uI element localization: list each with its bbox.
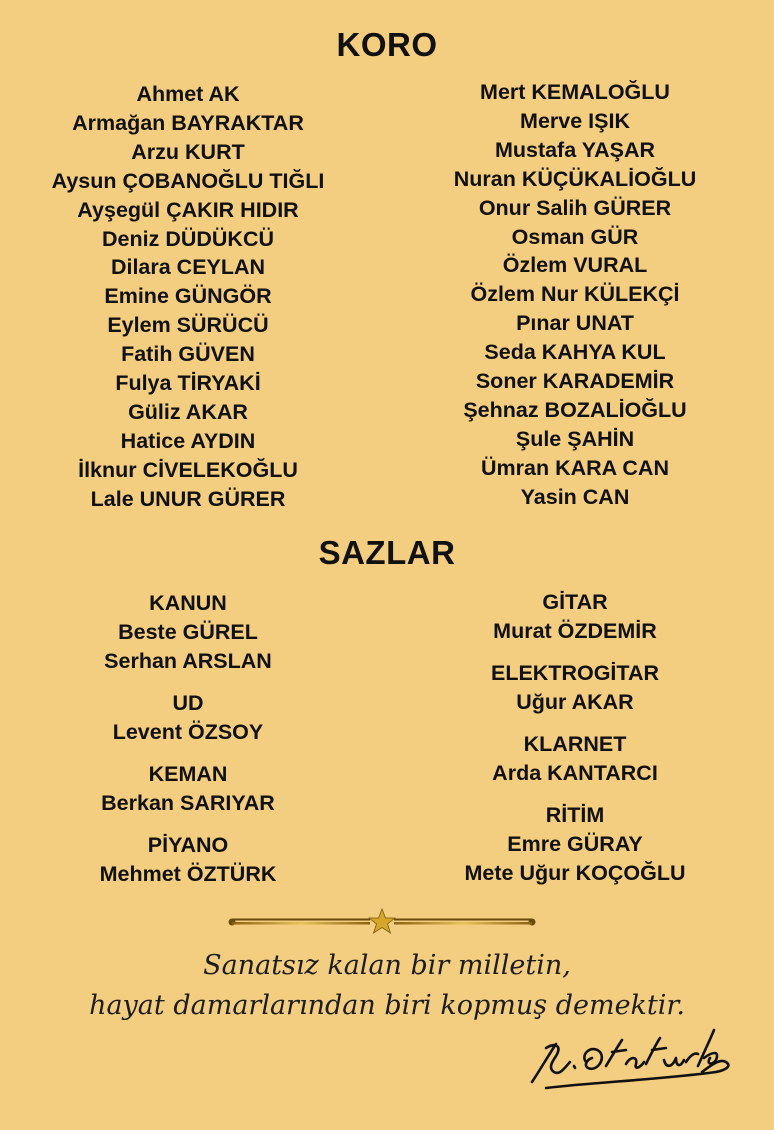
choir-member-name: Emine GÜNGÖR (104, 284, 272, 309)
instrument-group-kanun (18, 589, 358, 676)
instrument-group-ritim (404, 801, 746, 888)
musician-name: Arda KANTARCI (492, 761, 658, 785)
musician-name: Mehmet ÖZTÜRK (99, 862, 277, 886)
musician-name: Levent ÖZSOY (112, 720, 264, 744)
instrument-group-gitar (404, 588, 746, 646)
divider-line (232, 922, 370, 925)
choir-member-name: İlknur CİVELEKOĞLU (78, 457, 298, 482)
sazlar-right-column (404, 588, 746, 901)
ataturk-signature (526, 1022, 736, 1094)
ornamental-divider (224, 905, 540, 939)
choir-member-name: Mert KEMALOĞLU (480, 80, 670, 104)
choir-member-name: Özlem Nur KÜLEKÇİ (470, 282, 680, 307)
instrument-name: GİTAR (542, 590, 608, 614)
musician-name: Beste GÜREL (118, 620, 258, 644)
koro-title: KORO (336, 26, 438, 63)
instrument-group-klarnet (404, 730, 746, 788)
musician-name: Emre GÜRAY (507, 832, 643, 856)
instrument-name: PİYANO (147, 833, 229, 857)
choir-member-name: Fatih GÜVEN (121, 342, 255, 367)
choir-member-name: Ahmet AK (136, 82, 240, 106)
koro-left-column (18, 80, 358, 514)
instrument-name: KLARNET (523, 732, 627, 756)
instrument-group-keman (18, 760, 358, 818)
divider-line (232, 919, 370, 921)
musician-name: Mete Uğur KOÇOĞLU (464, 861, 686, 885)
choir-member-name: Şehnaz BOZALİOĞLU (463, 397, 687, 422)
choir-member-name: Pınar UNAT (516, 311, 634, 336)
choir-member-name: Fulya TİRYAKİ (115, 371, 261, 396)
choir-member-name: Lale UNUR GÜRER (90, 486, 286, 511)
choir-member-name: Eylem SÜRÜCÜ (107, 313, 269, 338)
sazlar-left-column (18, 589, 358, 902)
choir-member-name: Hatice AYDIN (120, 428, 256, 453)
choir-member-name: Arzu KURT (131, 139, 245, 164)
quote-line-1: Sanatsız kalan bir milletin, (203, 950, 571, 981)
instrument-name: KANUN (149, 591, 227, 615)
instrument-name: KEMAN (148, 762, 228, 786)
choir-member-name: Güliz AKAR (128, 399, 248, 424)
choir-member-name: Deniz DÜDÜKCÜ (102, 226, 274, 251)
instrument-name: UD (172, 691, 204, 715)
instrument-name: RİTİM (545, 803, 605, 827)
instrument-name: ELEKTROGİTAR (490, 661, 659, 685)
musician-name: Murat ÖZDEMİR (493, 619, 657, 643)
choir-member-name: Aysun ÇOBANOĞLU TIĞLI (51, 168, 325, 193)
choir-member-name: Mustafa YAŞAR (494, 137, 656, 162)
choir-member-name: Merve IŞIK (520, 108, 630, 133)
instrument-group-elektrogitar (404, 659, 746, 717)
choir-member-name: Seda KAHYA KUL (484, 340, 666, 365)
choir-member-name: Nuran KÜÇÜKALİOĞLU (453, 166, 697, 191)
choir-member-name: Yasin CAN (520, 484, 630, 509)
instrument-group-ud (18, 689, 358, 747)
choir-member-name: Osman GÜR (511, 224, 639, 249)
instrument-group-piyano (18, 831, 358, 889)
musician-name: Uğur AKAR (516, 690, 634, 714)
musician-name: Berkan SARIYAR (101, 791, 275, 815)
choir-member-name: Soner KARADEMİR (475, 369, 675, 394)
star-icon (369, 909, 395, 933)
quote-line-2: hayat damarlarından biri kopmuş demektir. (89, 990, 685, 1021)
divider-line (394, 919, 532, 921)
choir-member-name: Onur Salih GÜRER (478, 195, 672, 220)
divider-line (394, 922, 532, 925)
choir-member-name: Dilara CEYLAN (110, 255, 266, 280)
choir-member-name: Özlem VURAL (502, 253, 648, 278)
choir-member-name: Ayşegül ÇAKIR HIDIR (77, 197, 299, 222)
choir-member-name: Şule ŞAHİN (515, 426, 635, 451)
choir-member-name: Ümran KARA CAN (481, 455, 669, 480)
koro-right-column (404, 78, 746, 512)
musician-name: Serhan ARSLAN (104, 649, 272, 673)
sazlar-title: SAZLAR (318, 534, 456, 571)
choir-member-name: Armağan BAYRAKTAR (72, 110, 304, 135)
